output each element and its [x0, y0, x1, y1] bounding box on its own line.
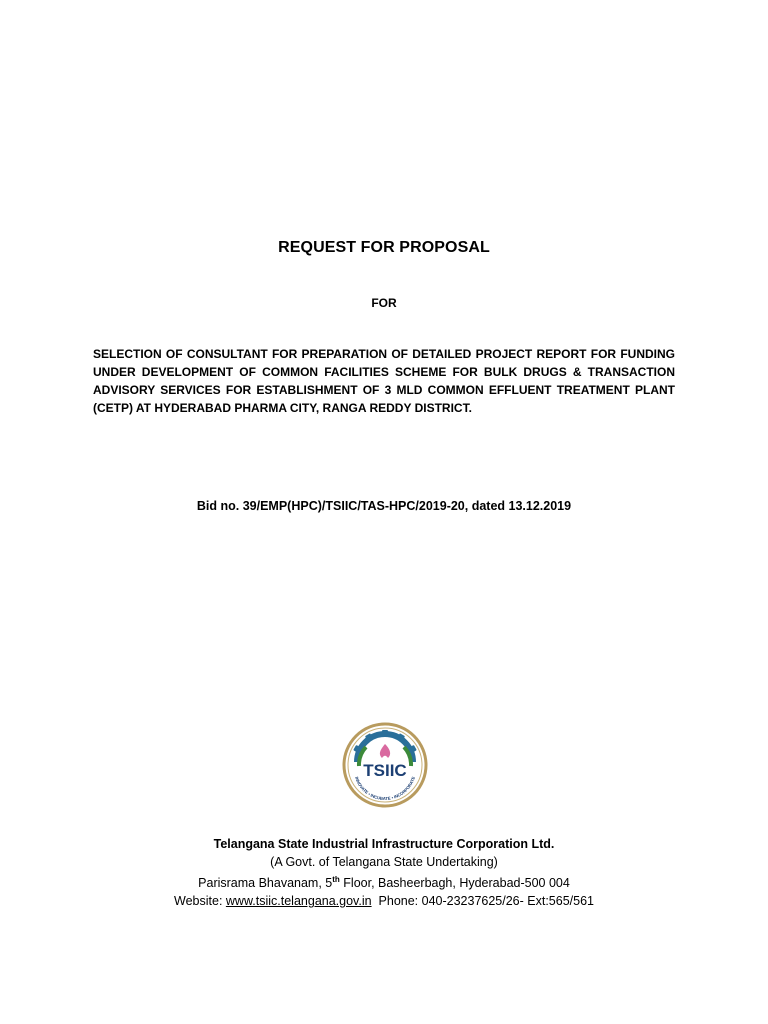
for-label: FOR [371, 296, 397, 310]
address-start: Parisrama Bhavanam, 5 [198, 876, 333, 891]
address-superscript: th [332, 875, 340, 884]
contact-line [0, 892, 768, 910]
address-line [0, 871, 768, 892]
bid-number: Bid no. 39/EMP(HPC)/TSIIC/TAS-HPC/2019-20, dated 13.12.2019 [196, 499, 572, 513]
website-label: Website: [174, 894, 226, 909]
footer-block [0, 835, 768, 910]
organization-name: Telangana State Industrial Infrastructure Corporation Ltd. [213, 837, 555, 851]
project-description: SELECTION OF CONSULTANT FOR PREPARATION OF DETAILED PROJECT REPORT FOR FUNDING UNDER DEVELOPMENT OF COMMON FACILITIES SCHEME FOR BULK DRUGS & TRANSACTION ADVISORY SERVICES FOR ESTABLISHMENT OF 3 MLD COMMON EFFLUENT TREATMENT PLANT (CETP) AT HYDERABAD PHARMA CITY, RANGA REDDY DISTRICT. [93, 347, 675, 415]
website-link[interactable]: www.tsiic.telangana.gov.in [225, 894, 372, 909]
phone-text: Phone: 040-23237625/26- Ext:565/561 [371, 894, 594, 909]
address-end: Floor, Basheerbagh, Hyderabad-500 004 [339, 876, 570, 891]
document-title: REQUEST FOR PROPOSAL [278, 239, 490, 256]
tsiic-logo-icon [342, 722, 428, 808]
tsiic-logo [342, 722, 428, 808]
logo-wordmark: TSIIC [363, 761, 407, 780]
govt-undertaking-note: (A Govt. of Telangana State Undertaking) [270, 855, 498, 869]
logo-tagline: INNOVATE • INCUBATE • INCORPORATE [354, 775, 416, 802]
